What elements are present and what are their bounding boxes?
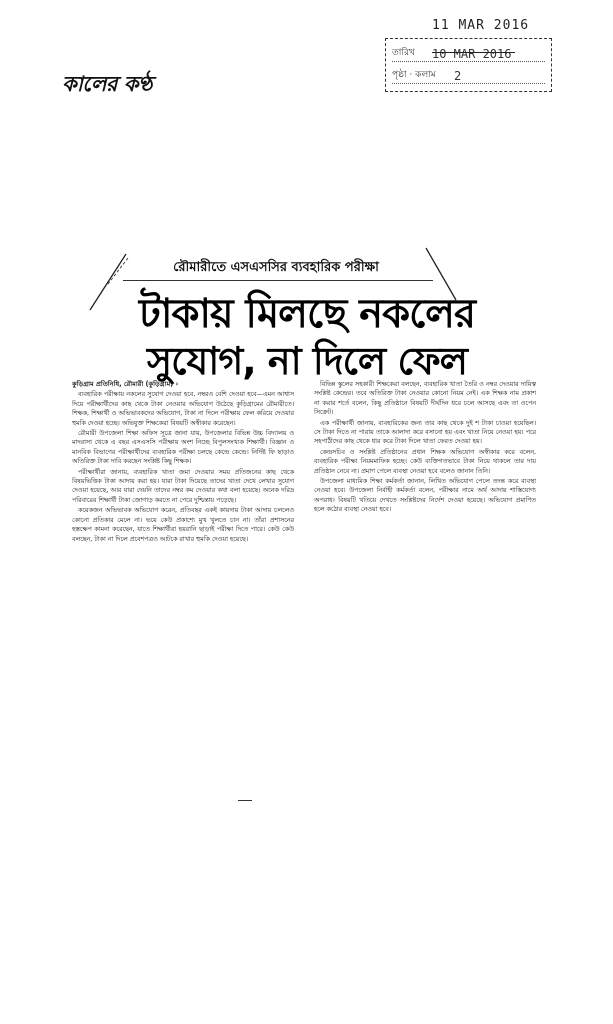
- article-paragraph: পরীক্ষার্থীরা জানায়, ব্যবহারিক খাতা জমা দেওয়ার সময় প্রতিজনের কাছ থেকে বিষয়ভিত্তিক টাকা আদায় করা হয়। যারা টাকা দিয়েছে তাদের খাতা দেখে লেখার সুযোগ দেওয়া হয়েছে, আর যারা দেয়নি তাদের নম্বর কম দেওয়ার কথা বলা হয়েছে। অনেক দরিদ্র পরিবারের শিক্ষার্থী টাকা জোগাড় করতে না পেরে দুশ্চিন্তায় পড়েছে।: [72, 468, 294, 504]
- stamp-date-value: 10 MAR 2016: [432, 47, 512, 61]
- article-column-right: [314, 380, 536, 796]
- article-paragraph: কেন্দ্রসচিব ও সংশ্লিষ্ট প্রতিষ্ঠানের প্রধান শিক্ষক অভিযোগ অস্বীকার করে বলেন, ব্যবহারিক পরীক্ষা নিয়মমাফিক হচ্ছে। কেউ ব্যক্তিগতভাবে টাকা নিয়ে থাকলে তার দায় প্রতিষ্ঠান নেবে না। প্রমাণ পেলে ব্যবস্থা নেওয়া হবে বলেও জানান তিনি।: [314, 448, 536, 475]
- kicker-rule: [123, 280, 433, 281]
- article-paragraph: কয়েকজন অভিভাবক অভিযোগ করেন, প্রতিবছর একই কায়দায় টাকা আদায় চললেও কোনো প্রতিকার মেলে না। ভয়ে কেউ প্রকাশ্যে মুখ খুলতে চান না। তাঁরা প্রশাসনের হস্তক্ষেপ কামনা করেছেন, যাতে শিক্ষার্থীরা হয়রানি ছাড়াই পরীক্ষা দিতে পারে। কেউ কেউ বলছেন, টাকা না দিলে প্রবেশপত্রও আটকে রাখার হুমকি দেওয়া হয়েছে।: [72, 507, 294, 543]
- article-byline: কুড়িগ্রাম প্রতিনিধি, রৌমারী (কুড়িগ্রাম) ›: [72, 380, 179, 388]
- headline-line-2: সুযোগ, না দিলে ফেল: [147, 339, 467, 383]
- article-clipping: [68, 240, 546, 810]
- stamp-date-label: তারিখ: [392, 48, 415, 58]
- article-kicker: রৌমারীতে এসএসসির ব্যবহারিক পরীক্ষা: [173, 260, 379, 275]
- stamp-page-row: [392, 67, 545, 84]
- article-paragraph: উপজেলা মাধ্যমিক শিক্ষা কর্মকর্তা জানান, লিখিত অভিযোগ পেলে তদন্ত করে ব্যবস্থা নেওয়া হবে। উপজেলা নির্বাহী কর্মকর্তা বলেন, পরীক্ষার নামে অর্থ আদায় শাস্তিযোগ্য অপরাধ। বিষয়টি খতিয়ে দেখতে সংশ্লিষ্টদের নির্দেশ দেওয়া হয়েছে। অভিযোগ প্রমাণিত হলে কঠোর ব্যবস্থা নেওয়া হবে।: [314, 478, 536, 514]
- article-end-mark: [238, 800, 252, 801]
- headline-line-1: টাকায় মিলছে নকলের: [139, 291, 475, 337]
- stamp-page-value: 2: [454, 69, 462, 83]
- stamp-page-label: পৃষ্ঠা · কলাম: [392, 70, 436, 80]
- article-paragraph: ব্যবহারিক পরীক্ষায় নকলের সুযোগ দেওয়া হবে, নম্বরও বেশি দেওয়া হবে—এমন আশ্বাস দিয়ে পরীক্ষার্থীদের কাছ থেকে টাকা নেওয়ার অভিযোগ উঠেছে কুড়িগ্রামের রৌমারীতে। শিক্ষক, শিক্ষার্থী ও অভিভাবকদের অভিযোগ, টাকা না দিলে পরীক্ষায় ফেল করিয়ে দেওয়ার হুমকি দেওয়া হচ্ছে। অভিযুক্ত শিক্ষকেরা বিষয়টি অস্বীকার করেছেন।: [72, 391, 294, 427]
- stamp-date-row: [392, 45, 545, 62]
- stamp-strike-line: [432, 52, 515, 53]
- article-paragraph: রৌমারী উপজেলা শিক্ষা অফিস সূত্রে জানা যায়, উপজেলার বিভিন্ন উচ্চ বিদ্যালয় ও মাদরাসা থেকে এ বছর এসএসসি পরীক্ষায় অংশ নিচ্ছে বিপুলসংখ্যক শিক্ষার্থী। বিজ্ঞান ও মানবিক বিভাগের পরীক্ষার্থীদের ব্যবহারিক পরীক্ষা চলছে কেন্দ্রে কেন্দ্রে। নির্দিষ্ট ফি ছাড়াও অতিরিক্ত টাকা দাবি করছেন সংশ্লিষ্ট কিছু শিক্ষক।: [72, 430, 294, 466]
- article-paragraph: বিভিন্ন স্কুলের সহকারী শিক্ষকেরা বলছেন, ব্যবহারিক খাতা তৈরি ও নম্বর দেওয়ার দায়িত্ব সংশ্লিষ্ট কেন্দ্রের। তবে অতিরিক্ত টাকা নেওয়ার কোনো নিয়ম নেই। এক শিক্ষক নাম প্রকাশ না করার শর্তে বলেন, কিছু প্রতিষ্ঠানে বিষয়টি দীর্ঘদিন ধরে চলে আসছে এবং তা ওপেন সিক্রেট।: [314, 381, 536, 417]
- received-date-stamp: 11 MAR 2016: [432, 18, 530, 33]
- article-paragraph: এক পরীক্ষার্থী জানায়, ব্যবহারিকের জন্য তার কাছ থেকে দুই শ টাকা চাওয়া হয়েছিল। সে টাকা দিতে না পারায় তাকে আলাদা করে বসানো হয় এবং খাতা নিয়ে নেওয়া হয়। পরে সহপাঠীদের কাছ থেকে ধার করে টাকা দিলে খাতা ফেরত দেওয়া হয়।: [314, 419, 536, 446]
- article-column-left: [72, 380, 294, 796]
- filing-stamp-box: [385, 38, 552, 92]
- newspaper-masthead: কালের কণ্ঠ: [62, 71, 152, 96]
